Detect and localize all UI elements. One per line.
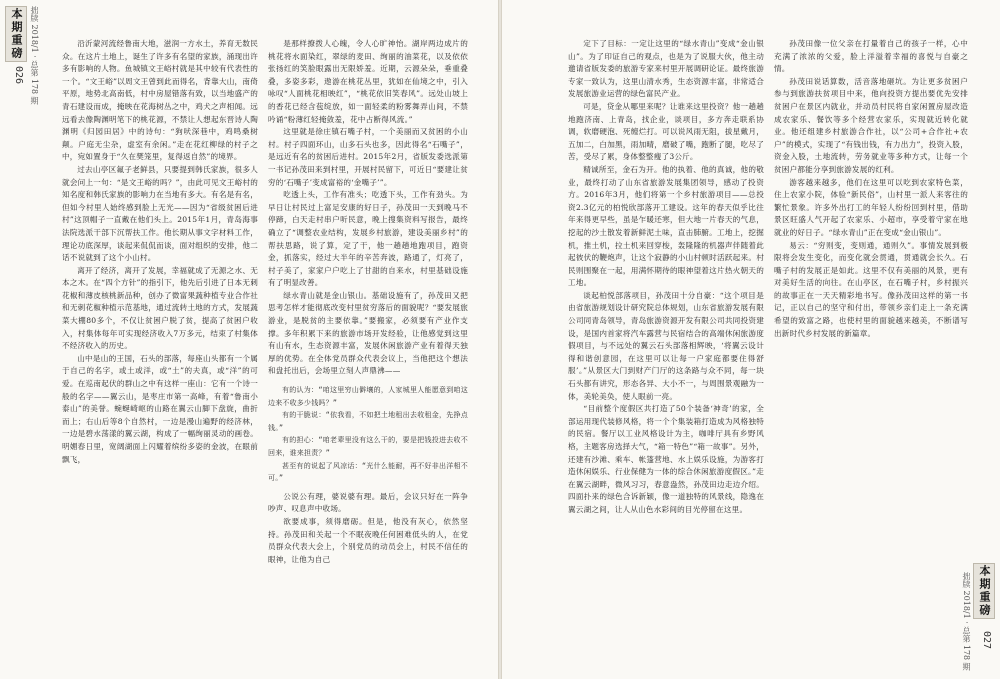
paragraph: 吃透上头，工作有准头；吃透下头，工作有劲头。为早日让村民过上富足安康的好日子，孙茂田一天到晚马不停蹄，白天走村串户听民意，晚上搜集资料写报告，最终确立了“调整农业结构，发展乡村旅游，建设美丽乡村”的帮扶思路，说了算，定了干，他一趟趟地跑项目，跑资金，抓落实，经过大半年的辛苦奔波，路通了，灯亮了，村子美了，家家户户吃上了甘甜的自来水，村里基础设施有了明显改善。 <box>268 190 468 288</box>
paragraph: 离开了经济，离开了发展，幸福就成了无源之水、无本之木。在“四个方针”的指引下，他先后引进了日本无刺花椒和薄皮核桃新品种，创办了微富果蔬种植专业合作社和无刺花椒种植示范基地，通过流转土地的方式，发展蔬菜大棚80多个，不仅让贫困户脱了贫，提高了贫困户收入，村集体每年可实现经济收入7万多元，结束了村集体不经济收入的历史。 <box>62 265 258 351</box>
quote-block <box>268 384 468 485</box>
text-column-1 <box>62 38 258 670</box>
text-column-2 <box>268 38 468 670</box>
paragraph: 山中是山的王国，石头的部落，每座山头都有一个属于自己的名字，或土或洋，或“土”的夫真，或“洋”的可爱。在巡南起伏的群山之中有这样一座山：它有一个诗一般的名字——翼云山，是枣庄市第一高峰，有着“鲁南小泰山”的美誉。蜿蜒崎岖的山路在翼云山脚下盘旋，曲折而上；右山后等8个自然村，一边是漫山遍野的经济林，一边是碧水荡漾的翼云湖，构成了一幅绚丽灵动的画卷。明媚春日里，宽阔湖面上闪耀着缤纷多姿的金波，在眼前飘飞， <box>62 353 258 464</box>
paragraph: 是那样撩拨人心魄，令人心旷神怡。湖岸两边成片的桃花将水面染红，翠绿的麦田、绚丽的油菜花，以及依依张扬红的笑脸眼露出无限娇羞。近期，云源朵朵，垂重叠叠，多姿多彩，遨游在桃花丛里，犹如在仙境之中，引入咏叹“人面桃花相映红”，“桃花依旧笑春风”。远处山坡上的香花已经含苞绽放，如一面轻柔的粉雾舞弄山间，不禁吟诵“粉薄红轻掩敛羞，花中占断得风流。” <box>268 39 468 124</box>
paragraph: 欲要成事，须得磨砺。但是，他没有灰心，依然坚持。孙茂田和关起一个不眠夜晚任何困难低头的人，在党员群众代表大会上，个别党员的动员会上，村民不信任的眼神，让他为自己 <box>268 516 468 564</box>
paragraph: 孙茂田像一位父亲在打量着自己的孩子一样，心中充满了浓浓的父爱，脸上洋溢着幸福的喜悦与自豪之情。 <box>774 39 968 74</box>
quote-line: 甚至有的说起了风凉话：“光什么能耐，再不好非出洋相不可。” <box>268 461 468 483</box>
paragraph: 孙茂田说话算数，活音落地砸坑。为让更多贫困户参与到旅游扶贫项目中来，他向投资方提出要优先安排贫困户在景区内就业，并动员村民将自家闲置房屋改造成农家乐、餐饮等多个经营农家乐，实现就近转化就业。他还组建乡村旅游合作社，以“公司+合作社+农户”的模式，实现了“有钱出钱，有力出力”，投资入股，资金入股，土地流转，劳务就业等多种方式，让每一个贫困户都能分享到旅游发展的红利。 <box>774 76 968 174</box>
paragraph: 沿沂蒙河流经鲁南大地，滋润一方水土，养育无数民众。在这片土地上，诞生了许多有名望的家族，涌现出许多有影响的人物。鱼城镇文王峪村就是其中较有代表性的一个。“文王峪”以周文王曾到此而得名，背靠大山，南倚平原，地势北高南低，村中房屋错落有致，以当地盛产的青石建设而成，掩映在花海树丛之中，鸡犬之声相闻。远远看去像陶渊明笔下的桃花源，不禁让人想起东晋诗人陶渊明《归园田居》中的诗句：“狗吠深巷中，鸡鸣桑树颠。户庭无尘杂，虚室有余闲。”走在花红柳绿的村子之中，宛如置身于“久在樊笼里，复得返自然”的境界。 <box>62 39 258 162</box>
paragraph: 定下了目标：一定让这里的“绿水青山”变成“金山银山”。为了印证自己的观点，也是为了说服大伙，他主动邀请省版发委的旅游专家来村里开展调研论证。最终旅游专家一致认为，这里山清水秀，生态资源丰富，非常适合发展旅游业运营的绿色富民产业。 <box>568 39 764 99</box>
quote-line: 有的干脆说：“依我看，不如把土地租出去收租金，先挣点钱。” <box>268 411 468 432</box>
section-tab-right: 本期重磅 <box>973 563 995 619</box>
section-tab-left: 本期重磅 <box>5 6 27 62</box>
paragraph: 过去山亭区氟子老鲜县，只要提到韩氏家族，很多人就会问上一句：“是文王峪的吗？”，由此可见文王峪村的知名度和韩氏家族的影响力在当地有多大。有名是有名，但如今村里人始终感到脸上无光——因为“省级贫困后进村”这顶帽子一直戴在他们头上。2015年1月，青岛海事法院选派干部下沉帮扶工作。他长期从事文字材料工作，理论功底深厚，谈起来侃侃而谈，面对组织的安排，他二话不说就到了这个小山村。 <box>62 164 258 263</box>
page-number-right: 027 <box>981 631 992 650</box>
paragraph: 绿水青山就是金山银山。基础设施有了，孙茂田又把思考怎样才能彻底改变村里贫穷落后的面貌呢？“要发展旅游业，是脱贫的主要依靠。”要搬家，必须要有产业作支撑。多年积累下来的旅游市场开发经验，让他感觉到这里有山有水，生态资源丰富，发展休闲旅游产业有着得天独厚的优势。在全体党员群众代表会议上，当他把这个想法和盘托出后，会场里立刻人声鼎沸—— <box>268 290 468 376</box>
text-column-4 <box>774 38 968 670</box>
paragraph: 可是，贷金从哪里来呢？让谁来这里投资？他一趟趟地跑济南、上青岛，找企业，谈项目，多方奔走联系协调，软磨硬泡、死缠烂打。可以说风雨无阻，拔星戴月，五加二，白加黑，雨加晴，磨破了嘴，跑断了腿，吃尽了苦，受尽了累，身体整整瘦了3公斤。 <box>568 101 764 162</box>
quote-line: 有的担心：“咱老辈里没有这么干的，要是把钱投进去收不回来，谁来担责？” <box>268 436 468 457</box>
paragraph: 精诚所至，金石为开。他的执着、他的真诚，他的敬业，最终打动了山东省旅游发展集团领导，感动了投资方。2016年3月，他们将第一个乡村旅游项目——总投资2.3亿元的柏悦欣部落开工建设。这年的春天似乎比往年来得更早些，虽是乍暖还寒，但大地一片春天的气息，挖起的沙土散发着新鲜泥土味，直击肺腑。工地上，挖掘机，推土机，拉土机来回穿梭，轰隆隆的机器声伴随着此起彼伏的鞭炮声，让这个寂静的小山村顿时活跃起来。村民则围聚在一起，用满怀期待的眼神望着这片热火朝天的工地。 <box>568 164 764 288</box>
text-column-3 <box>568 38 764 670</box>
quote-line: 有的认为：“咱这里穷山僻壤的，人家城里人能愿意到咱这边来不收多少钱吗？” <box>268 386 468 407</box>
paragraph: 这里就是徐庄镇石嘴子村，一个美丽而又贫困的小山村。村子四面环山，山多石头也多，因此得名“石嘴子”，是远近有名的贫困后进村。2015年2月，省版发委选派第一书记孙茂田来到村里，开展村民留下，可近日“要建让贫穷的‘石嘴子’变成富裕的‘金嘴子’”。 <box>268 127 468 187</box>
paragraph: 游客越来越多，他们在这里可以吃到农家特色菜，住上农家小院，体验“新民俗”，山村里一派人来客往的繁忙景象。许多外出打工的年轻人纷纷回到村里，借助景区旺盛人气开起了农家乐、小超市，享受着守家在地就业的好日子。“绿水青山”正在变成“金山银山”。 <box>774 177 968 237</box>
left-page <box>0 0 499 679</box>
issue-meta-right: 拙牍 2018/1 · 总第 178 期 <box>962 572 971 671</box>
paragraph: 公说公有理，婆说婆有理。最后，会议只好在一阵争吵声、叹息声中收场。 <box>268 491 468 514</box>
paragraph: 谈起柏悦部落项目，孙茂田十分自豪：“这个项目是由省旅游规划设计研究院总体规划，山东省旅游发展有限公司同青岛领导，青岛旅游资源开发有限公司共同投资建设，是国内首家将汽车露营与民宿结合的高端休闲旅游度假项目，与不远处的翼云石头部落相辉映，‘将翼云设计得和谐创意园，在这里可以让每一户家庭都要住得舒服’。”从景区大门到财产门厅的这条路与众不同，每一块石头都有讲究，形态各异、大小不一，与周围景观融为一体，美轮美奂，使人眼前一亮。 <box>568 290 764 401</box>
page-number-left: 026 <box>13 66 24 85</box>
paragraph: 易云：“穷则变，变则通，通则久”。事情发展到极限将会发生变化，而变化就会贯通，贯通就会长久。石嘴子村的发展正是如此。这里不仅有美丽的风景，更有对美好生活的向往。在山亭区，在石嘴子村，乡村振兴的故事正在一天天精彩地书写。像孙茂田这样的第一书记，正以自己的坚守和付出，带领乡亲们走上一条充满希望的致富之路，也使村里的面貌越来越美，不断谱写出新时代乡村发展的新篇章。 <box>774 240 968 338</box>
left-page-header <box>0 0 44 679</box>
paragraph: “目前整个度假区共打造了50个装备‘神奇’的家，全部运用现代装修风格，将一个个集装箱打造成为风格独特的民宿。餐厅以工业风格设计为主，咖啡厅具有乡野风格，主题客房选择大气，“箱一特色”“箱一故事”。另外，还建有沙滩、乘车、帐篷营地、水上娱乐设施，为游客打造休闲娱乐、行业保健为一体的综合休闲旅游度假区。”走在翼云湖畔，微风习习，春意盎然，孙茂田边走边介绍。四面扑来的绿色合诉新颖，像一道独特的风景线，隐逸在翼云湖之间，让人从山色水彩间的目光停留在这里。 <box>568 404 764 514</box>
issue-meta-left: 拙牍 2018/1 · 总第 178 期 <box>30 6 39 105</box>
